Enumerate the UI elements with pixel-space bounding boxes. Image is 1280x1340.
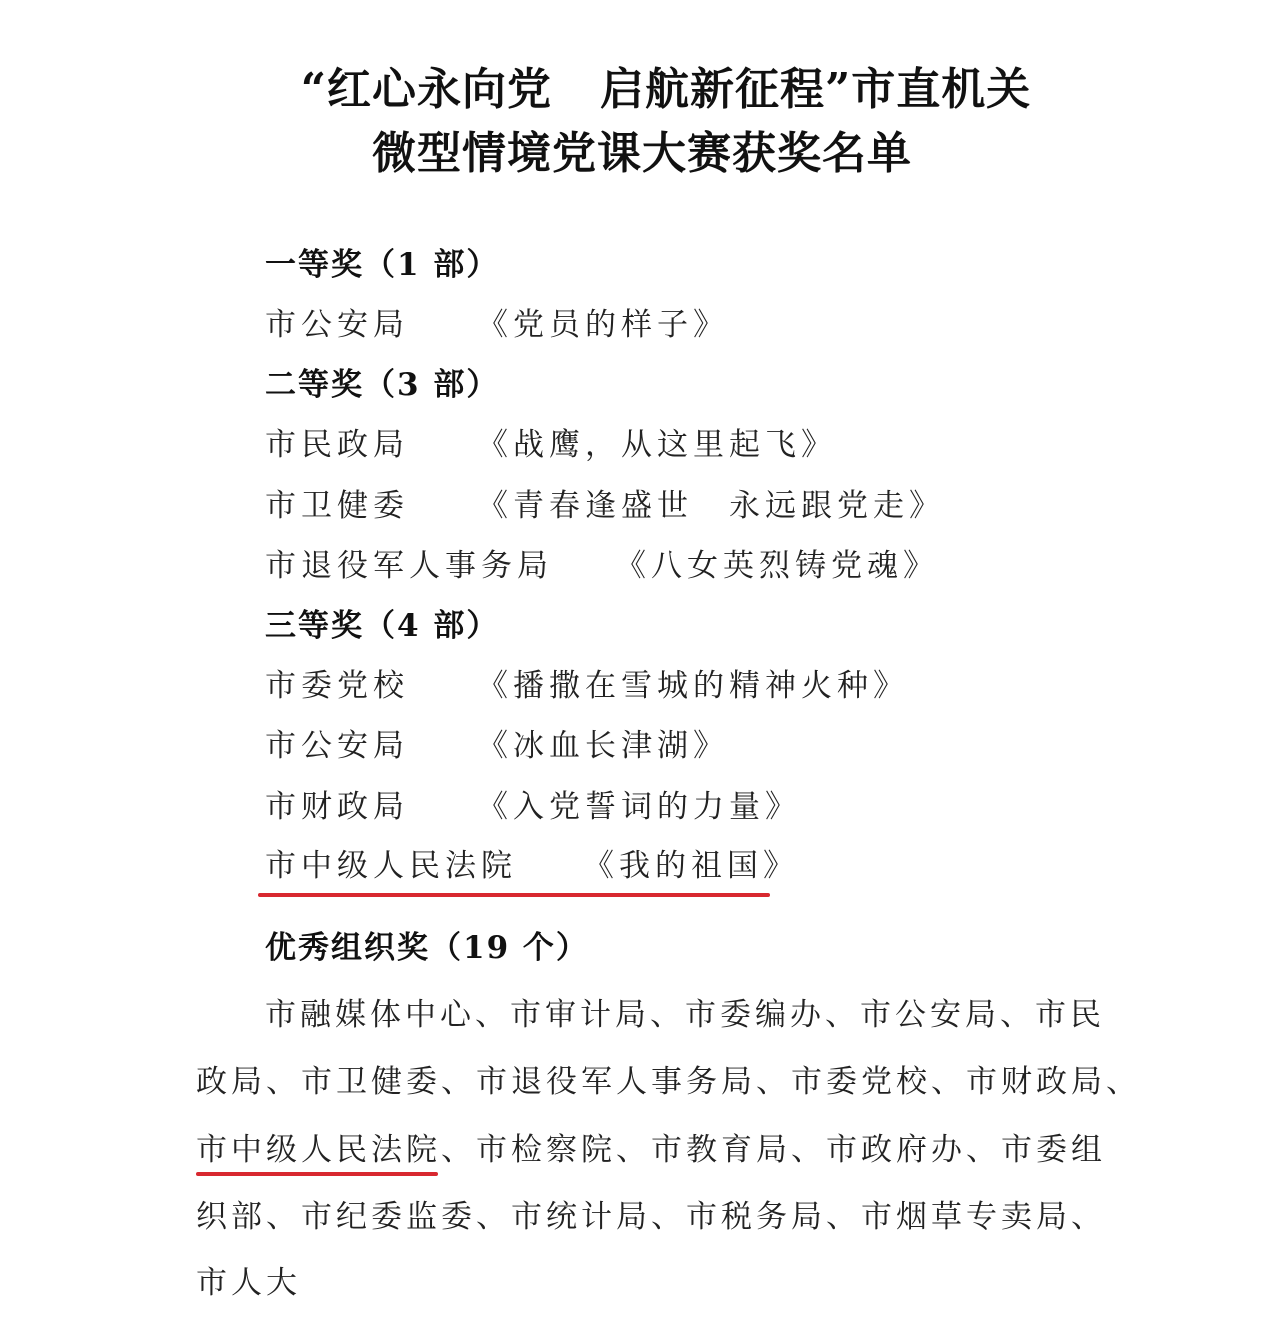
entry-work: 《战鹰，从这里起飞》 [477, 427, 837, 463]
entry-org: 市中级人民法院 [265, 848, 517, 884]
org-list-line: 织部、市纪委监委、市统计局、市税务局、市烟草专卖局、 [196, 1199, 1106, 1235]
document-title-line-2: 微型情境党课大赛获奖名单 [372, 128, 912, 179]
entry-org: 市委党校 [265, 668, 409, 704]
entry-work: 《入党誓词的力量》 [477, 789, 801, 825]
excellent-org-heading: 优秀组织奖（19 个） [265, 930, 589, 966]
org-list-rest: 、市检察院、市教育局、市政府办、市委组 [441, 1132, 1106, 1168]
entry-work: 《播撒在雪城的精神火种》 [477, 668, 909, 704]
org-list-line: 政局、市卫健委、市退役军人事务局、市委党校、市财政局、 [196, 1064, 1141, 1100]
entry-work: 《冰血长津湖》 [477, 728, 729, 764]
entry-org: 市公安局 [265, 728, 409, 764]
highlighted-org: 市中级人民法院 [196, 1132, 441, 1168]
first-prize-heading: 一等奖（1 部） [265, 247, 500, 283]
title-part-1: “红心永向党 [300, 64, 552, 115]
third-prize-heading: 三等奖（4 部） [265, 608, 500, 644]
document-title-line-1 [26, 60, 1280, 120]
entry-org: 市退役军人事务局 [265, 548, 553, 584]
entry-work: 《青春逢盛世 永远跟党走》 [477, 488, 945, 524]
org-list-line: 市人大 [196, 1265, 301, 1301]
second-prize-heading: 二等奖（3 部） [265, 367, 500, 403]
entry-work: 《我的祖国》 [583, 848, 799, 884]
red-underline [196, 1172, 438, 1176]
org-list-line [196, 1130, 1106, 1170]
entry-org: 市卫健委 [265, 488, 409, 524]
red-underline [258, 893, 770, 897]
entry-org: 市财政局 [265, 789, 409, 825]
entry-work: 《党员的样子》 [477, 307, 729, 343]
entry-org: 市公安局 [265, 307, 409, 343]
title-part-2: 启航新征程”市直机关 [600, 64, 1032, 115]
org-list-line: 市融媒体中心、市审计局、市委编办、市公安局、市民 [265, 997, 1105, 1033]
entry-org: 市民政局 [265, 427, 409, 463]
entry-work: 《八女英烈铸党魂》 [615, 548, 939, 584]
